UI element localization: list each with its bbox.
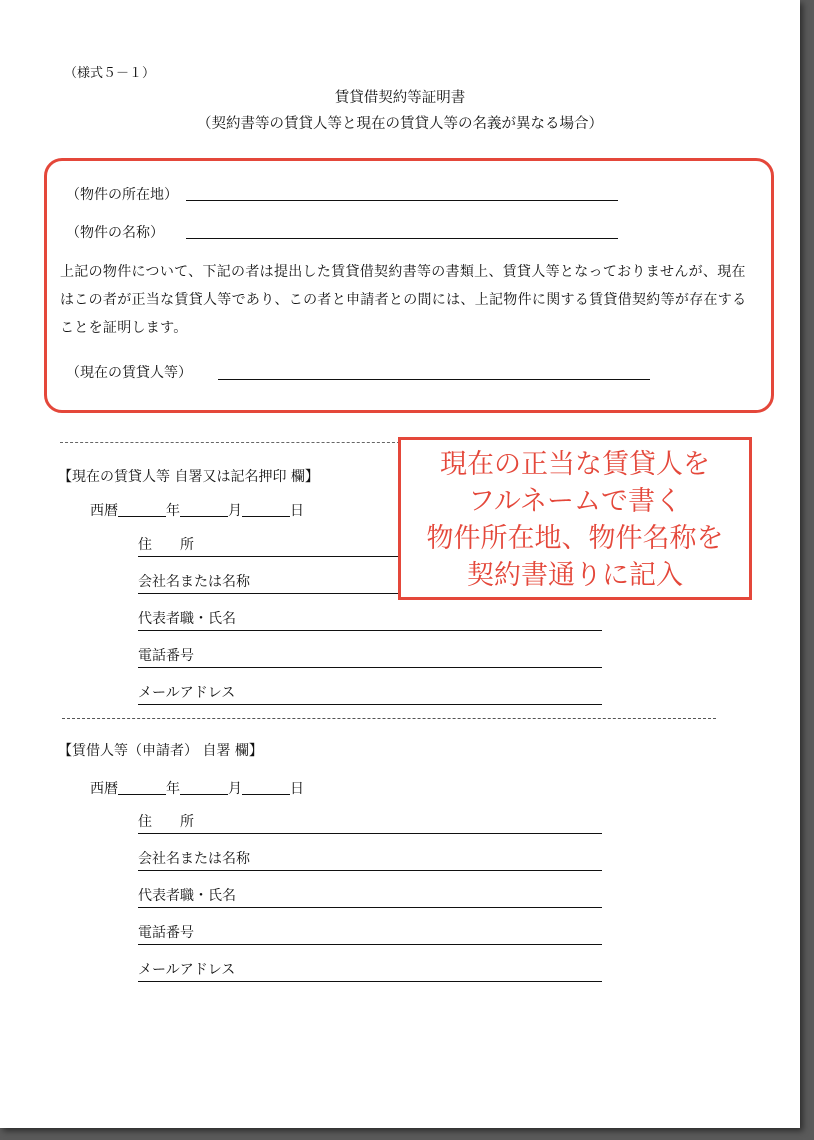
field-label: メールアドレス	[138, 685, 236, 701]
field-label: 住 所	[138, 814, 194, 830]
field-label: 電話番号	[138, 648, 194, 664]
tenant-representative-field[interactable]	[138, 885, 602, 908]
current-lessor-label: （現在の賃貸人等）	[66, 365, 192, 381]
property-name-line[interactable]	[186, 238, 618, 239]
field-label: 住 所	[138, 537, 194, 553]
field-label: 代表者職・氏名	[138, 611, 236, 627]
date-era: 西暦	[90, 503, 118, 519]
instruction-callout	[398, 437, 752, 600]
date-day: 日	[290, 781, 304, 797]
callout-line: 現在の正当な賃貸人を	[440, 449, 710, 480]
date-month: 月	[228, 781, 242, 797]
property-location-line[interactable]	[186, 200, 618, 201]
date-month: 月	[228, 503, 242, 519]
tenant-phone-field[interactable]	[138, 922, 602, 945]
lessor-section-heading: 【現在の賃貸人等 自署又は記名押印 欄】	[58, 469, 319, 485]
tenant-company-field[interactable]	[138, 848, 602, 871]
property-name-label: （物件の名称）	[66, 225, 164, 241]
page-subtitle: （契約書等の賃貸人等と現在の賃貸人等の名義が異なる場合）	[197, 116, 603, 132]
day-input[interactable]	[242, 780, 290, 795]
form-number: （様式５－１）	[64, 66, 156, 81]
callout-line: フルネームで書く	[467, 486, 683, 517]
tenant-date-row	[90, 778, 304, 798]
lessor-email-field[interactable]	[138, 682, 602, 705]
lessor-phone-field[interactable]	[138, 645, 602, 668]
tenant-section-heading: 【賃借人等（申請者） 自署 欄】	[58, 743, 263, 759]
date-year: 年	[166, 503, 180, 519]
year-input[interactable]	[118, 780, 166, 795]
date-day: 日	[290, 503, 304, 519]
tenant-address-field[interactable]	[138, 811, 602, 834]
section-divider	[60, 442, 400, 443]
property-location-label: （物件の所在地）	[66, 187, 178, 203]
date-era: 西暦	[90, 781, 118, 797]
callout-line: 契約書通りに記入	[467, 560, 683, 591]
date-year: 年	[166, 781, 180, 797]
tenant-email-field[interactable]	[138, 959, 602, 982]
field-label: 会社名または名称	[138, 574, 250, 590]
lessor-date-row	[90, 500, 304, 520]
page-title: 賃貸借契約等証明書	[334, 90, 466, 106]
callout-line: 物件所在地、物件名称を	[426, 523, 724, 554]
current-lessor-line[interactable]	[218, 379, 650, 380]
certification-paragraph: 上記の物件について、下記の者は提出した賃貸借契約書等の書類上、賃貸人等となっておりませんが、現在はこの者が正当な賃貸人等であり、この者と申請者との間には、上記物件に関する賃貸借契約等が存在することを証明します。	[60, 264, 747, 336]
section-divider-dashdot	[62, 718, 716, 719]
field-label: メールアドレス	[138, 962, 236, 978]
month-input[interactable]	[180, 780, 228, 795]
day-input[interactable]	[242, 502, 290, 517]
year-input[interactable]	[118, 502, 166, 517]
field-label: 電話番号	[138, 925, 194, 941]
field-label: 代表者職・氏名	[138, 888, 236, 904]
lessor-representative-field[interactable]	[138, 608, 602, 631]
month-input[interactable]	[180, 502, 228, 517]
field-label: 会社名または名称	[138, 851, 250, 867]
